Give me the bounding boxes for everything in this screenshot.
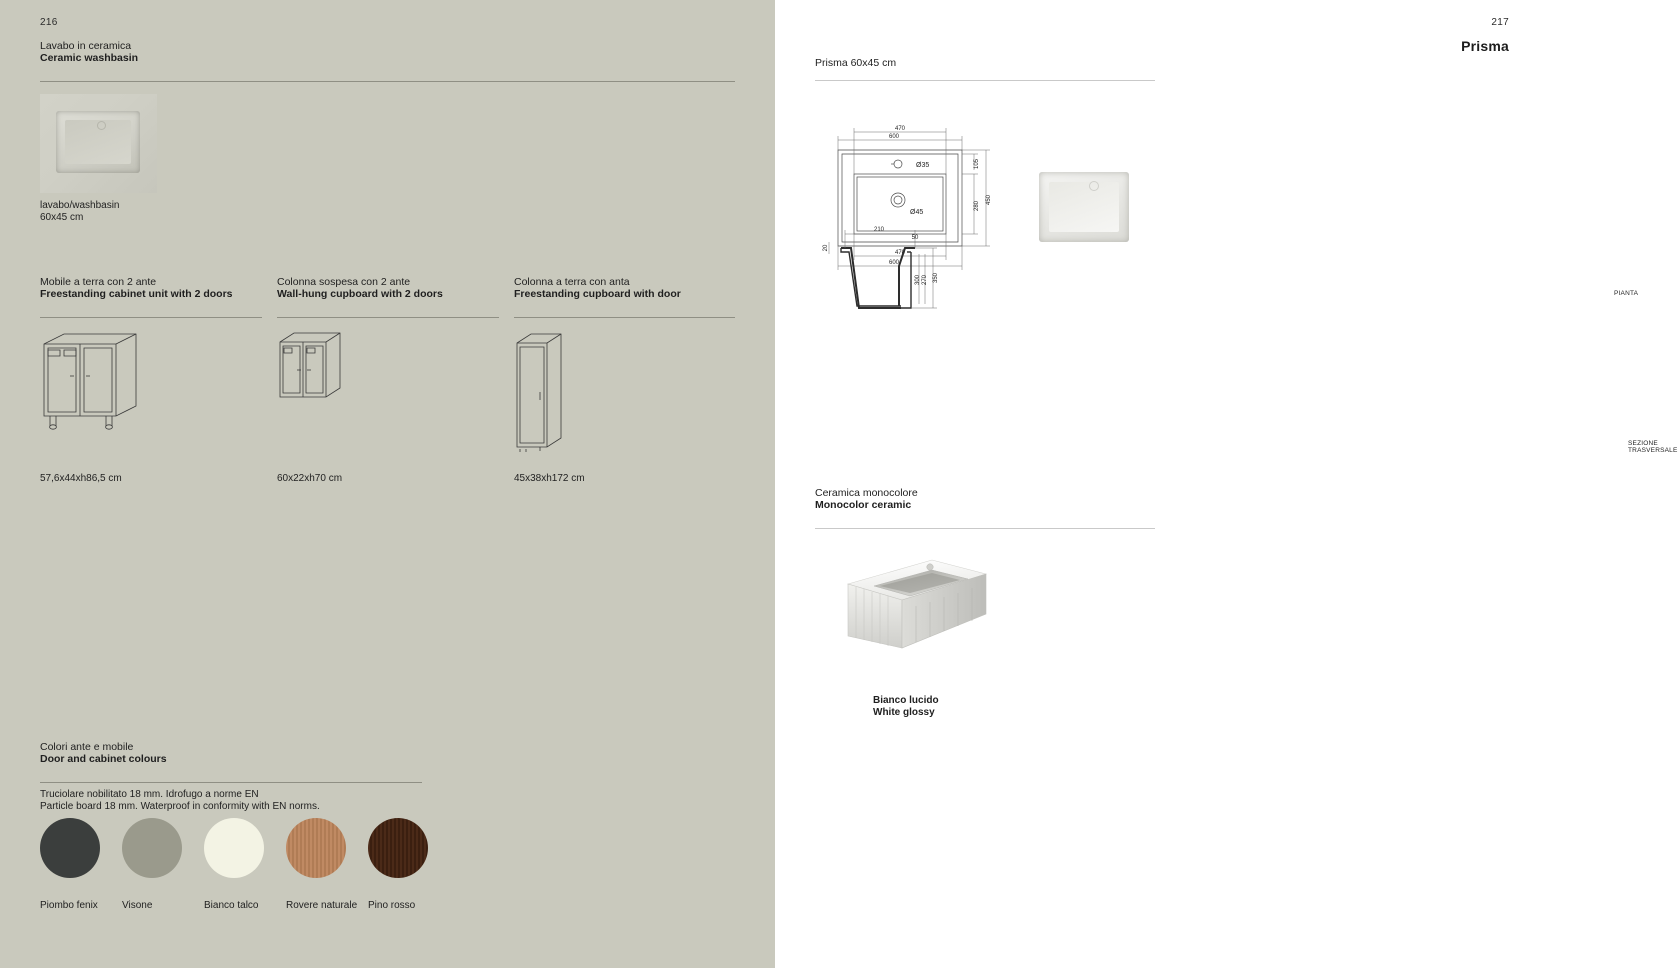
- washbasin-caption: [40, 200, 120, 224]
- washbasin-title-it: Lavabo in ceramica: [40, 40, 132, 52]
- swatch-label: Visone: [122, 900, 153, 911]
- washbasin-caption-line2: 60x45 cm: [40, 212, 84, 223]
- svg-text:105: 105: [974, 158, 980, 170]
- svg-text:300: 300: [915, 274, 921, 286]
- swatch-chip-piombo-fenix: [40, 818, 100, 878]
- svg-text:Ø35: Ø35: [916, 162, 930, 169]
- svg-text:450: 450: [986, 194, 992, 206]
- brand-name: Prisma: [1461, 38, 1509, 54]
- colour-swatch[interactable]: [122, 818, 182, 911]
- svg-text:600: 600: [888, 134, 900, 140]
- product-3-divider: [514, 317, 735, 318]
- washbasin-section-title: [40, 41, 735, 64]
- washbasin-title-en: Ceramic washbasin: [40, 51, 139, 64]
- product-1-title-en: Freestanding cabinet unit with 2 doors: [40, 287, 233, 300]
- finish-en: White glossy: [873, 706, 935, 718]
- tall-cupboard-drawing: [514, 330, 574, 455]
- svg-text:270: 270: [922, 274, 928, 286]
- product-3-title-en: Freestanding cupboard with door: [514, 287, 681, 300]
- swatch-chip-rovere-naturale: [286, 818, 346, 878]
- product-2-divider: [277, 317, 499, 318]
- colour-swatch[interactable]: [204, 818, 264, 911]
- tap-hole-icon-detail: [1089, 181, 1099, 191]
- tap-hole-icon: [97, 121, 106, 130]
- finish-it: Bianco lucido: [873, 695, 939, 706]
- colours-section-header: [40, 742, 422, 791]
- svg-text:470: 470: [894, 250, 906, 256]
- washbasin-caption-line1: lavabo/washbasin: [40, 200, 120, 211]
- washbasin-section-header: [40, 41, 735, 90]
- svg-text:350: 350: [933, 272, 939, 284]
- colour-swatch[interactable]: [40, 818, 100, 911]
- washbasin-bowl-shape-detail: [1039, 172, 1129, 242]
- section-drawing: [815, 196, 995, 331]
- washbasin-bowl-shape: [56, 111, 140, 173]
- page-number-right: 217: [1491, 17, 1509, 28]
- colours-title-en: Door and cabinet colours: [40, 752, 167, 765]
- section-caption: SEZIONE TRASVERSALE: [1628, 440, 1678, 454]
- right-page: [775, 0, 1678, 968]
- material-note-en: Particle board 18 mm. Waterproof in conformity with EN norms.: [40, 801, 320, 812]
- ceramic-title-it: Ceramica monocolore: [815, 487, 918, 499]
- swatch-label: Pino rosso: [368, 900, 416, 911]
- product-2-title-it: Colonna sospesa con 2 ante: [277, 276, 411, 288]
- material-note-it: Truciolare nobilitato 18 mm. Idrofugo a norme EN: [40, 789, 259, 800]
- swatch-chip-bianco-talco: [204, 818, 264, 878]
- svg-text:210: 210: [873, 227, 885, 233]
- colour-swatch[interactable]: [368, 818, 428, 911]
- drawing-section-header: [815, 57, 1155, 89]
- ceramic-title-en: Monocolor ceramic: [815, 498, 912, 511]
- svg-text:600: 600: [888, 260, 900, 266]
- product-header-1: [40, 277, 262, 326]
- product-1-title-it: Mobile a terra con 2 ante: [40, 276, 157, 288]
- finish-caption: [873, 695, 939, 718]
- swatch-chip-visone: [122, 818, 182, 878]
- page-number-left: 216: [40, 17, 58, 28]
- svg-text:50: 50: [911, 235, 919, 241]
- product-header-2: [277, 277, 499, 326]
- svg-text:470: 470: [894, 126, 906, 132]
- svg-text:280: 280: [974, 200, 980, 212]
- ceramic-divider: [815, 528, 1155, 529]
- product-3-title-it: Colonna a terra con anta: [514, 276, 630, 288]
- ceramic-section-header: [815, 488, 1155, 537]
- product-1-dimensions: 57,6x44xh86,5 cm: [40, 473, 122, 484]
- washbasin-photo-detail: [1027, 159, 1141, 256]
- washbasin-3d-render: [840, 548, 990, 673]
- drawing-divider: [815, 80, 1155, 81]
- colour-swatch-list: [40, 818, 428, 911]
- swatch-label: Rovere naturale: [286, 900, 358, 911]
- colours-title-it: Colori ante e mobile: [40, 741, 134, 753]
- colours-divider: [40, 782, 422, 783]
- product-3-dimensions: 45x38xh172 cm: [514, 473, 585, 484]
- svg-text:Ø45: Ø45: [910, 209, 924, 216]
- product-2-dimensions: 60x22xh70 cm: [277, 473, 343, 484]
- product-header-3: [514, 277, 735, 326]
- swatch-chip-pino-rosso: [368, 818, 428, 878]
- washbasin-photo: [40, 94, 157, 193]
- swatch-label: Piombo fenix: [40, 900, 98, 911]
- material-note: [40, 789, 320, 813]
- drawing-title: Prisma 60x45 cm: [815, 57, 897, 69]
- swatch-label: Bianco talco: [204, 900, 259, 911]
- wall-cupboard-drawing: [277, 330, 347, 410]
- product-1-divider: [40, 317, 262, 318]
- svg-text:20: 20: [823, 244, 829, 252]
- product-2-title-en: Wall-hung cupboard with 2 doors: [277, 287, 443, 300]
- section-divider: [40, 81, 735, 82]
- plan-caption: PIANTA: [1614, 290, 1639, 297]
- cabinet-unit-drawing: [40, 330, 160, 440]
- colour-swatch[interactable]: [286, 818, 358, 911]
- left-page: [0, 0, 775, 968]
